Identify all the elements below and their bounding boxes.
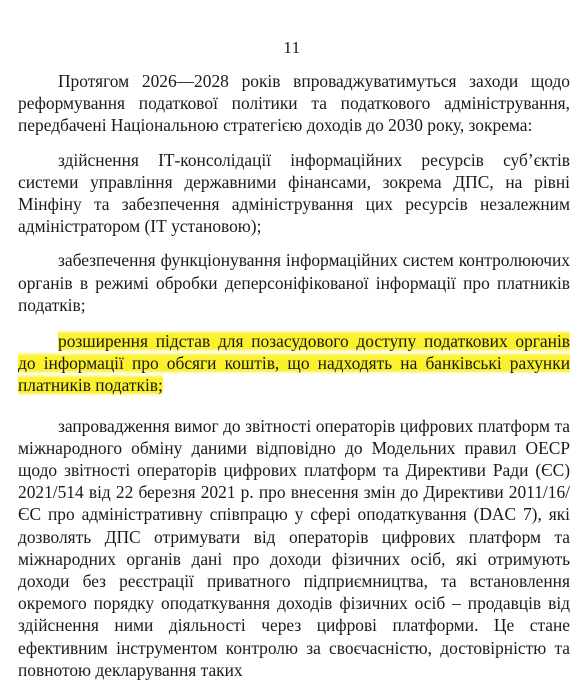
document-body [18, 70, 570, 681]
list-item-digital-platforms: запровадження вимог до звітності операторів цифрових платформ та міжнародного обміну даними відповідно до Модельних правил ОЕСР щодо звітності операторів цифрових платформ та Директиви Ради (ЄС) 2021/514 від 22 березня 2021 р. про внесення змін до Директиви 2011/16/ЄС про адміністративну співпрацю у сфері оподаткування (DAC 7), які дозволять ДПС отримувати від операторів цифрових платформ та міжнародних органів дані про доходи фізичних осіб, які отримують доходи без реєстрації приватного підприємництва, та встановлення окремого порядку оподаткування доходів фізичних осіб – продавців від здійснення ними діяльності через цифрові платформи. Це стане ефективним інструментом контролю за своєчасністю, достовірністю та повнотою декларування таких [18, 415, 570, 680]
list-item-information-systems: забезпечення функціонування інформаційних систем контролюючих органів в режимі обробки деперсоніфікованої інформації про платників податків; [18, 250, 570, 315]
intro-paragraph: Протягом 2026—2028 років впроваджуватимуться заходи щодо реформування податкової політики та податкового адміністрування, передбачені Національною стратегією доходів до 2030 року, зокрема: [18, 71, 570, 136]
page-number: 11 [283, 38, 301, 57]
highlighted-text: розширення підстав для позасудового доступу податкових органів до інформації про обсяги коштів, що надходять на банківські рахунки платників податків; [18, 331, 570, 396]
list-item-it-consolidation: здійснення ІТ-консолідації інформаційних ресурсів суб’єктів системи управління державними фінансами, зокрема ДПС, на рівні Мінфіну та забезпечення адміністрування цих ресурсів незалежним адміністратором (ІТ установою); [18, 149, 570, 237]
list-item-bank-access [18, 330, 570, 397]
